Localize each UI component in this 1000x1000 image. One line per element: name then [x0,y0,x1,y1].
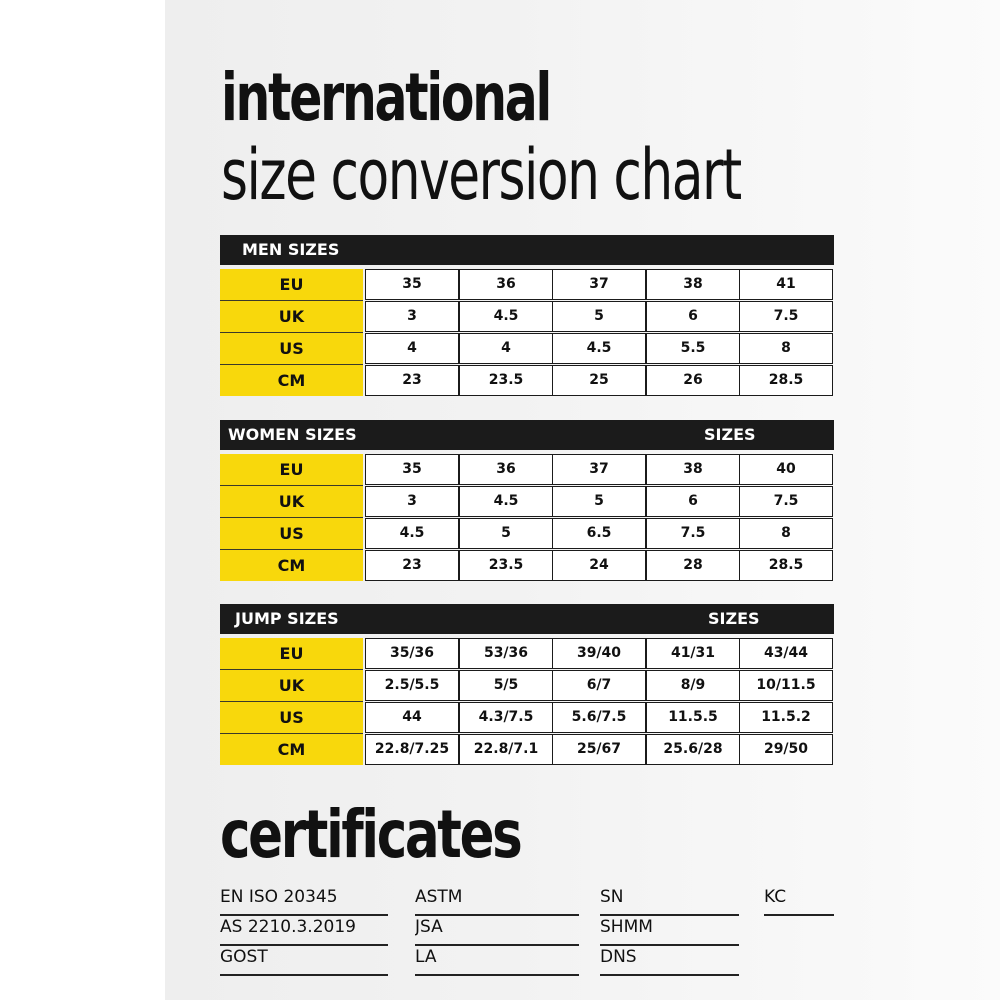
table-header [220,604,834,634]
certificate-item: DNS [600,944,739,976]
table-cell: 29/50 [739,734,833,765]
table-row [220,454,834,486]
table-cell: 6.5 [552,518,646,549]
table-cell: 7.5 [739,301,833,332]
table-cell: 10/11.5 [739,670,833,701]
table-row [220,365,834,397]
table-cell: 28.5 [739,550,833,581]
table-title: JUMP SIZES [235,609,339,628]
table-cell: 5.5 [646,333,740,364]
table-cell: 4.5 [459,486,553,517]
table-cell: 5 [552,301,646,332]
table-row [220,550,834,582]
row-label: CM [220,550,363,581]
table-header [220,420,834,450]
table-cell: 44 [365,702,459,733]
table-cell: 5 [459,518,553,549]
certificate-item: KC [764,884,834,916]
page-subtitle: size conversion chart [221,134,741,216]
table-cell: 39/40 [552,638,646,669]
row-label: US [220,518,363,549]
row-label: EU [220,638,363,669]
table-cell: 4.5 [552,333,646,364]
table-cell: 4 [459,333,553,364]
table-cell: 28 [646,550,740,581]
table-row [220,670,834,702]
table-cell: 36 [459,269,553,300]
certificate-item: JSA [415,914,579,946]
table-title: MEN SIZES [242,240,340,259]
women-sizes-table [220,420,834,582]
table-row [220,702,834,734]
jump-sizes-table [220,604,834,766]
table-cell: 38 [646,454,740,485]
row-label: US [220,333,363,364]
certificate-item: SHMM [600,914,739,946]
table-cell: 22.8/7.1 [459,734,553,765]
table-row [220,638,834,670]
table-cell: 7.5 [739,486,833,517]
row-label: EU [220,269,363,300]
table-cell: 35 [365,454,459,485]
table-cell: 8 [739,518,833,549]
table-cell: 5.6/7.5 [552,702,646,733]
table-cell: 22.8/7.25 [365,734,459,765]
table-cell: 4.3/7.5 [459,702,553,733]
certificate-item: SN [600,884,739,916]
table-cell: 3 [365,301,459,332]
table-title: WOMEN SIZES [228,425,357,444]
row-label: EU [220,454,363,485]
row-label: UK [220,486,363,517]
table-cell: 23.5 [459,365,553,396]
table-cell: 36 [459,454,553,485]
table-cell: 4.5 [365,518,459,549]
table-cell: 37 [552,269,646,300]
row-label: CM [220,734,363,765]
table-cell: 8 [739,333,833,364]
table-cell: 35/36 [365,638,459,669]
men-sizes-table [220,235,834,397]
table-row [220,734,834,766]
table-cell: 5 [552,486,646,517]
table-row [220,518,834,550]
table-cell: 28.5 [739,365,833,396]
table-cell: 8/9 [646,670,740,701]
table-cell: 26 [646,365,740,396]
row-label: US [220,702,363,733]
certificate-item: LA [415,944,579,976]
table-cell: 4 [365,333,459,364]
table-cell: 53/36 [459,638,553,669]
page-title: international [221,59,551,136]
table-cell: 11.5.5 [646,702,740,733]
table-cell: 35 [365,269,459,300]
certificate-item: AS 2210.3.2019 [220,914,388,946]
table-cell: 25 [552,365,646,396]
table-cell: 24 [552,550,646,581]
table-cell: 38 [646,269,740,300]
certificate-item: EN ISO 20345 [220,884,388,916]
row-label: CM [220,365,363,396]
table-sizes-label: SIZES [704,425,756,444]
table-cell: 6 [646,486,740,517]
row-label: UK [220,670,363,701]
table-cell: 43/44 [739,638,833,669]
table-cell: 23 [365,365,459,396]
table-cell: 37 [552,454,646,485]
table-cell: 40 [739,454,833,485]
table-cell: 23.5 [459,550,553,581]
table-cell: 7.5 [646,518,740,549]
table-cell: 4.5 [459,301,553,332]
table-cell: 11.5.2 [739,702,833,733]
table-cell: 41/31 [646,638,740,669]
table-cell: 41 [739,269,833,300]
table-cell: 2.5/5.5 [365,670,459,701]
table-cell: 23 [365,550,459,581]
table-cell: 6/7 [552,670,646,701]
certificate-item: GOST [220,944,388,976]
table-cell: 25.6/28 [646,734,740,765]
table-cell: 6 [646,301,740,332]
table-row [220,486,834,518]
table-cell: 25/67 [552,734,646,765]
certificates-title: certificates [220,796,521,873]
table-cell: 5/5 [459,670,553,701]
table-row [220,301,834,333]
table-sizes-label: SIZES [708,609,760,628]
table-cell: 3 [365,486,459,517]
certificate-item: ASTM [415,884,579,916]
row-label: UK [220,301,363,332]
table-row [220,269,834,301]
table-row [220,333,834,365]
table-header [220,235,834,265]
